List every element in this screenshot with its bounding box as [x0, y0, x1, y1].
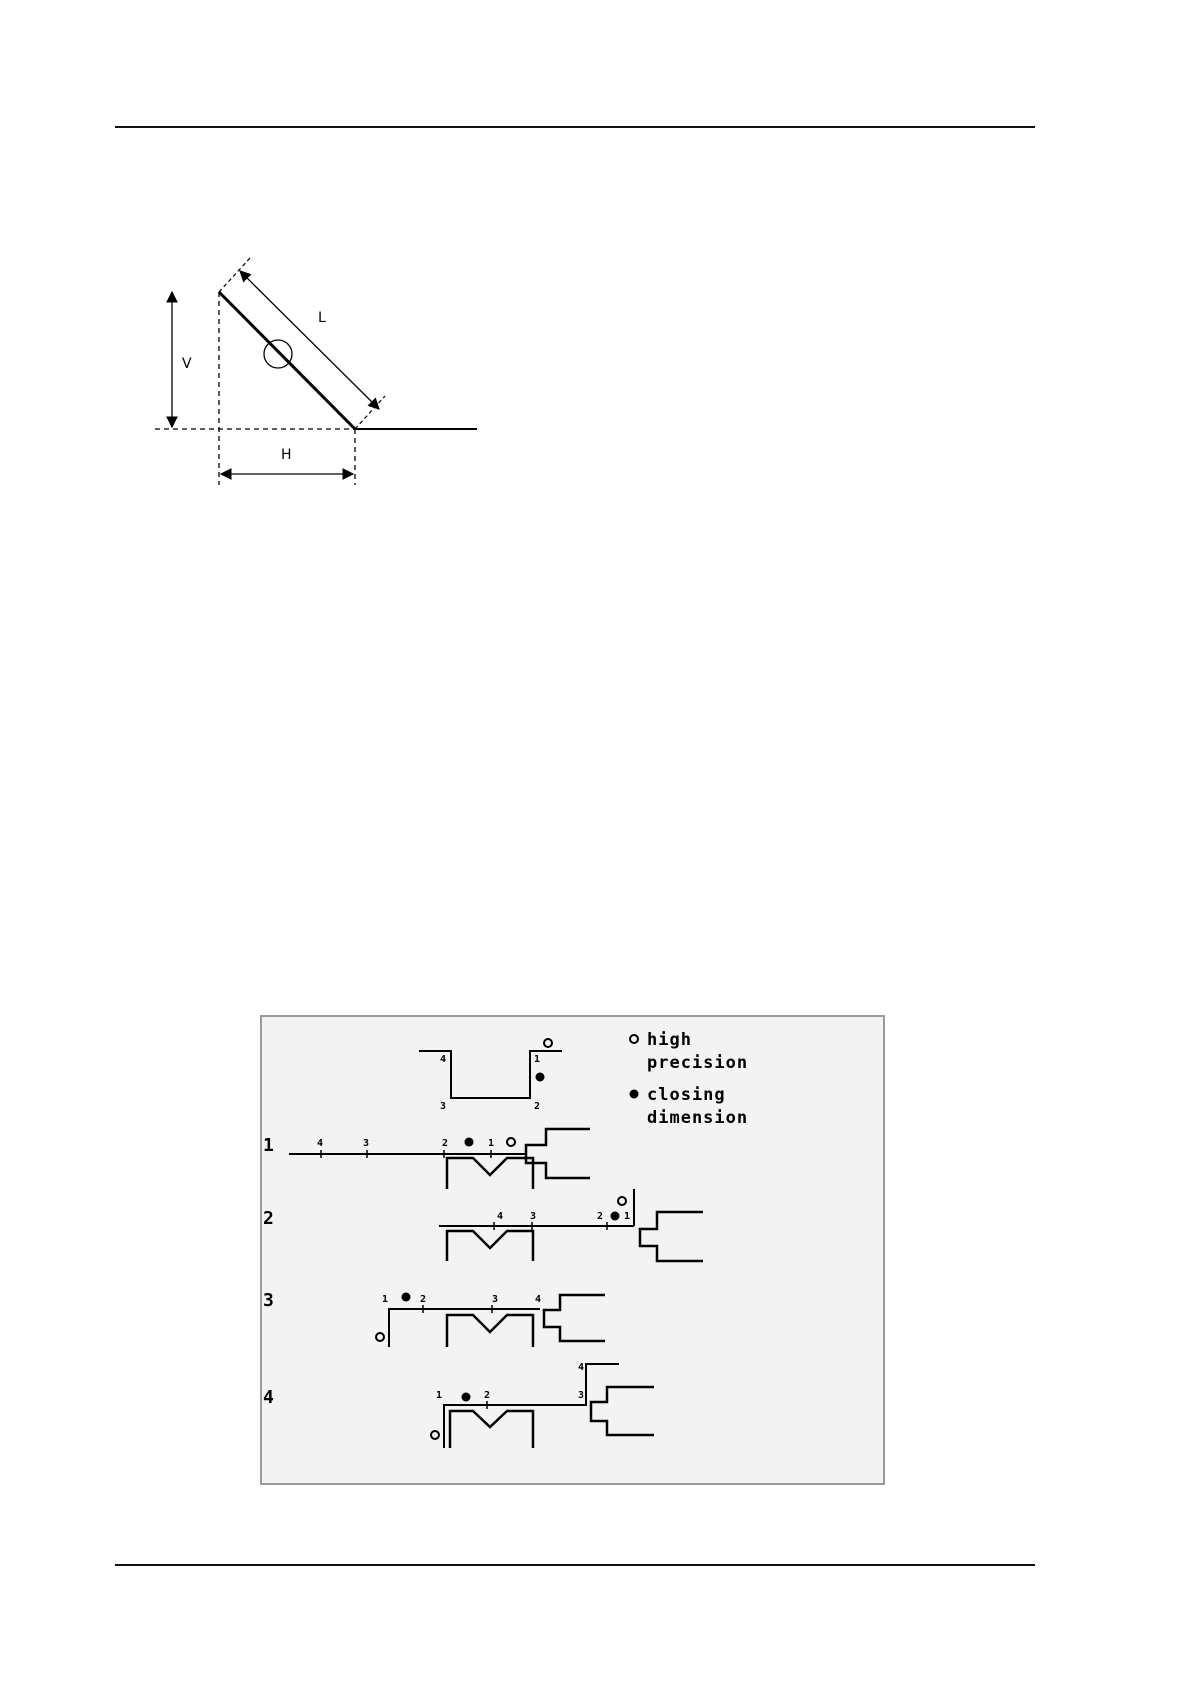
die-profile — [447, 1231, 533, 1261]
step-4-point-4: 4 — [578, 1362, 585, 1373]
closing-dimension-icon — [402, 1293, 411, 1302]
legend-filled-circle-icon — [630, 1090, 639, 1099]
footer-rule — [115, 1564, 1035, 1566]
step-4-point-2: 2 — [484, 1390, 491, 1401]
vertical-label: V — [182, 356, 192, 372]
step-2 — [263, 1189, 703, 1261]
step-1-point-4: 4 — [317, 1138, 324, 1149]
bend-dimension-diagram — [0, 0, 560, 500]
legend-open-circle-icon — [630, 1035, 638, 1043]
ref-point-4: 4 — [440, 1054, 447, 1065]
step-4 — [263, 1362, 654, 1448]
step-number: 4 — [263, 1387, 274, 1408]
ref-point-2: 2 — [534, 1101, 541, 1112]
step-2-point-4: 4 — [497, 1211, 504, 1222]
high-precision-icon — [431, 1431, 439, 1439]
length-extension-top — [219, 258, 250, 292]
closing-dimension-icon — [611, 1212, 620, 1221]
step-3-point-1: 1 — [382, 1294, 389, 1305]
die-profile — [450, 1411, 533, 1448]
step-4-point-3: 3 — [578, 1390, 585, 1401]
backgauge-finger — [526, 1129, 590, 1178]
step-1-point-2: 2 — [442, 1138, 449, 1149]
legend-closing-text: closing — [647, 1085, 726, 1105]
closing-dimension-icon — [462, 1393, 471, 1402]
step-number: 2 — [263, 1208, 274, 1229]
backgauge-finger — [640, 1212, 703, 1261]
reference-part-profile — [419, 1039, 562, 1112]
reference-high-precision-icon — [544, 1039, 552, 1047]
step-1 — [263, 1129, 590, 1189]
step-2-point-3: 3 — [530, 1211, 537, 1222]
legend-precision-text: precision — [647, 1053, 749, 1073]
legend-dimension-text: dimension — [647, 1108, 749, 1128]
high-precision-icon — [507, 1138, 515, 1146]
step-4-point-1: 1 — [436, 1390, 443, 1401]
step-1-point-1: 1 — [488, 1138, 495, 1149]
step-number: 1 — [263, 1135, 274, 1156]
step-number: 3 — [263, 1290, 274, 1311]
step-3 — [263, 1290, 605, 1347]
die-profile — [447, 1315, 533, 1347]
length-label: L — [318, 310, 326, 326]
bending-sequence-diagram — [262, 1017, 883, 1483]
bend-circle — [264, 340, 292, 368]
backgauge-finger — [544, 1295, 605, 1341]
length-dimension-arrow — [240, 271, 379, 409]
step-3-point-3: 3 — [492, 1294, 499, 1305]
ref-point-3: 3 — [440, 1101, 447, 1112]
horizontal-label: H — [281, 447, 292, 463]
closing-dimension-icon — [465, 1138, 474, 1147]
step-3-point-4: 4 — [535, 1294, 542, 1305]
step-2-point-2: 2 — [597, 1211, 604, 1222]
step-3-point-2: 2 — [420, 1294, 427, 1305]
reference-closing-icon — [536, 1073, 545, 1082]
backgauge-finger — [591, 1387, 654, 1435]
bending-sequence-panel — [260, 1015, 885, 1485]
die-profile — [447, 1158, 533, 1189]
ref-point-1: 1 — [534, 1054, 541, 1065]
inclined-leg — [219, 292, 355, 429]
high-precision-icon — [376, 1333, 384, 1341]
legend-high-text: high — [647, 1030, 692, 1050]
step-1-point-3: 3 — [363, 1138, 370, 1149]
step-2-point-1: 1 — [624, 1211, 631, 1222]
high-precision-icon — [618, 1197, 626, 1205]
